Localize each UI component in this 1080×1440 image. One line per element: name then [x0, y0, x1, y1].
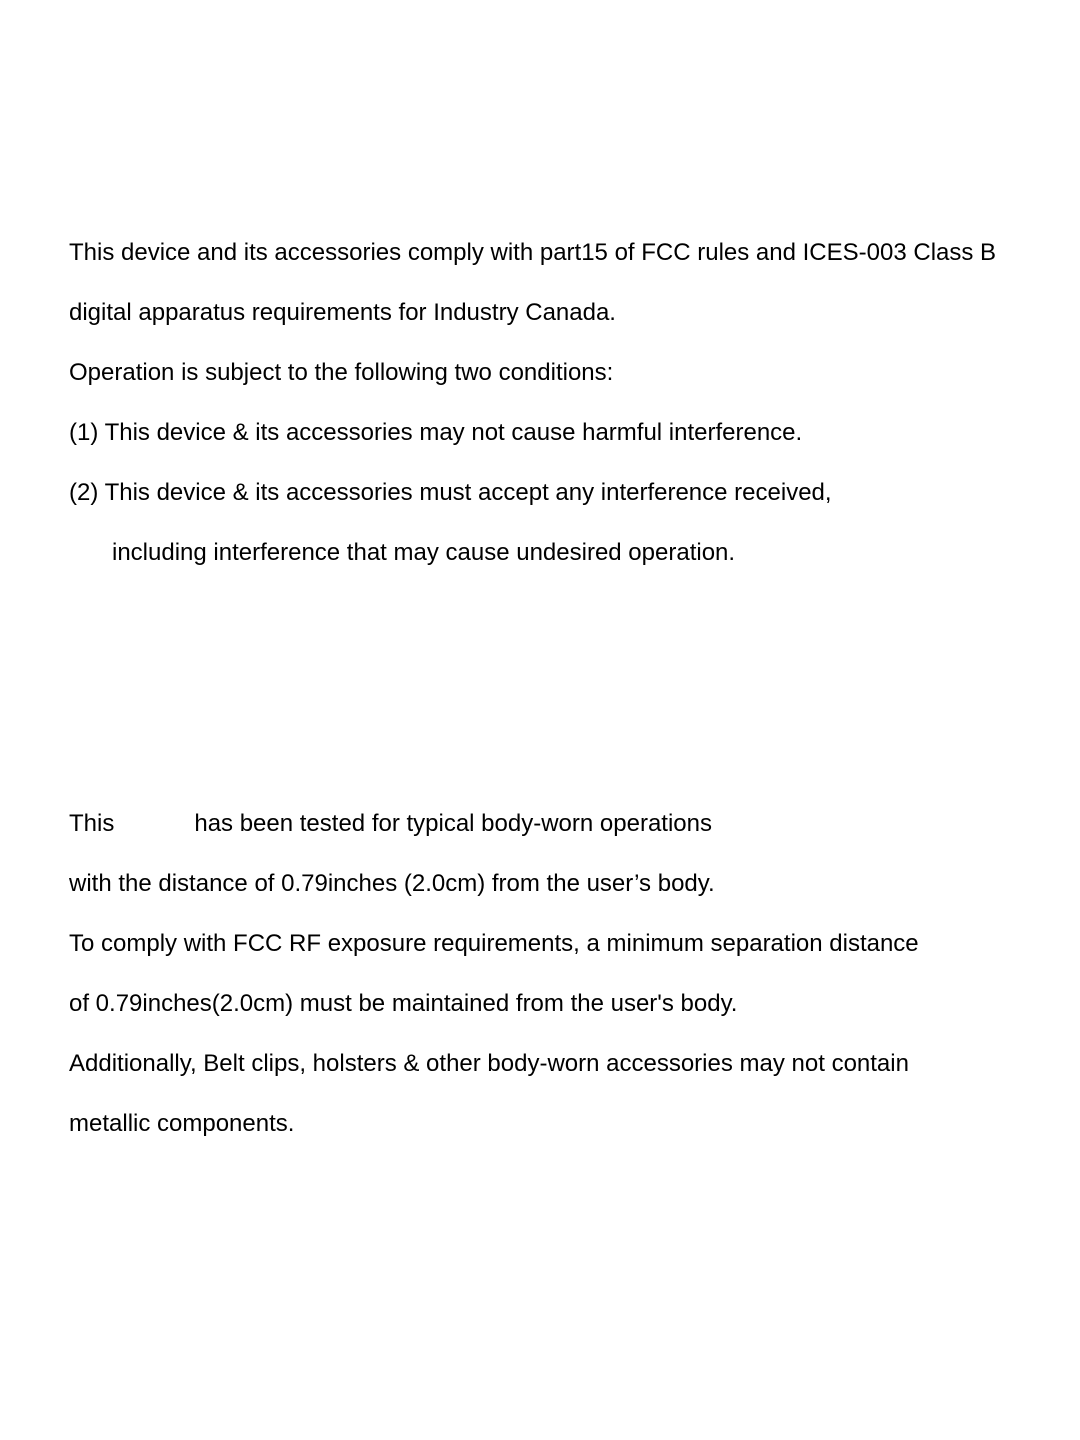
rf-exposure-line-6: metallic components. [69, 1110, 295, 1137]
fcc-compliance-line-3: Operation is subject to the following two conditions: [69, 359, 614, 386]
rf-exposure-line-1-suffix: has been tested for typical body-worn operations [194, 810, 712, 837]
fcc-compliance-paragraph [69, 223, 1060, 583]
fcc-compliance-condition-1: (1) This device & its accessories may not cause harmful interference. [69, 419, 803, 446]
rf-exposure-line-1 [69, 794, 1060, 854]
rf-exposure-line-2: with the distance of 0.79inches (2.0cm) from the user’s body. [69, 870, 715, 897]
rf-exposure-line-4: of 0.79inches(2.0cm) must be maintained from the user's body. [69, 990, 738, 1017]
rf-exposure-paragraph [69, 794, 1060, 1154]
rf-exposure-line-5: Additionally, Belt clips, holsters & other body-worn accessories may not contain [69, 1050, 909, 1077]
fcc-compliance-line-1: This device and its accessories comply with part15 of FCC rules and ICES-003 Class B [69, 239, 997, 266]
redacted-model-name-gap [114, 830, 194, 831]
rf-exposure-line-3: To comply with FCC RF exposure requirements, a minimum separation distance [69, 930, 919, 957]
fcc-compliance-condition-2: (2) This device & its accessories must accept any interference received, [69, 479, 832, 506]
fcc-compliance-line-2: digital apparatus requirements for Industry Canada. [69, 299, 616, 326]
fcc-compliance-condition-2-continuation: including interference that may cause undesired operation. [112, 539, 736, 566]
rf-exposure-line-1-prefix: This [69, 810, 115, 837]
